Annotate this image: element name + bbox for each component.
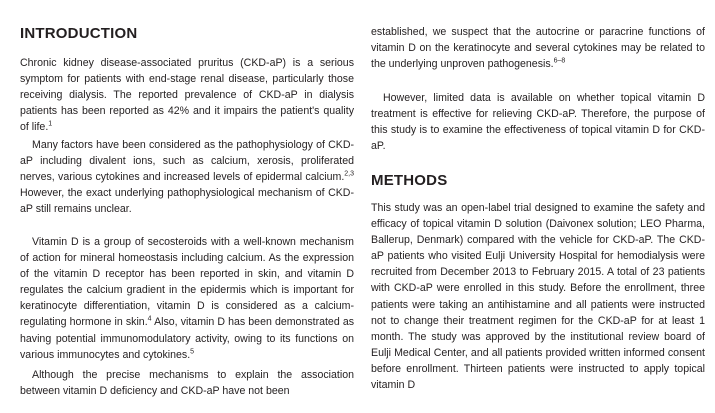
intro-p3-tail: Also, vitamin D has been demonstrated as having potential immunomodulatory activity, owing to its functions on various immunocytes and cytokines. (20, 316, 355, 361)
intro-p5-text: established, we suspect that the autocrine or paracrine functions of vitamin D on the keratinocyte and several cytokines may be related to the underlying unproven pathogenesis. (371, 26, 705, 71)
introduction-heading: INTRODUCTION (20, 25, 138, 42)
intro-p2-tail: However, the exact underlying pathophysiological mechanism of CKD-aP still remains unclear. (20, 187, 354, 216)
intro-paragraph-3 (20, 234, 354, 363)
citation-5: 5 (190, 348, 195, 356)
intro-paragraph-4 (20, 367, 354, 399)
intro-paragraph-1 (20, 55, 354, 135)
intro-p1-text: Chronic kidney disease-associated pruritus (CKD-aP) is a serious symptom for patients with end-stage renal disease, particularly those receiving dialysis. The reported prevalence of CKD-aP in dialysis patients has been reported as 42% and it impairs the patient's quality of life. (20, 57, 354, 134)
citation-2-3: 2,3 (344, 170, 354, 178)
intro-paragraph-6 (371, 90, 705, 154)
intro-p6-text: However, limited data is available on whether topical vitamin D treatment is effective for relieving CKD-aP. Therefore, the purpose of this study is to examine the effectiveness of topical vitamin D for CKD-aP. (371, 92, 705, 153)
citation-6-8: 6–8 (553, 57, 566, 65)
methods-paragraph-1 (371, 200, 705, 393)
intro-paragraph-2 (20, 137, 354, 217)
methods-heading: METHODS (371, 172, 448, 189)
intro-p4-text: Although the precise mechanisms to explain the association between vitamin D deficiency and CKD-aP have not been (20, 369, 354, 398)
intro-paragraph-5 (371, 24, 705, 72)
citation-1: 1 (48, 120, 53, 128)
intro-p2-text: Many factors have been considered as the pathophysiology of CKD-aP including divalent ions, such as calcium, xerosis, proliferated nerves, various cytokines and increased levels of epidermal calcium. (20, 139, 354, 184)
intro-p3-text: Vitamin D is a group of secosteroids with a well-known mechanism of action for mineral homeostasis including calcium. As the expression of the vitamin D receptor has been reported in skin, and vitamin D regulates the calcium gradient in the epidermis which is important for keratinocyte differentiation, vitamin D is considered as a calcium-regulating hormone in skin. (20, 236, 354, 329)
methods-p1-text: This study was an open-label trial designed to examine the safety and efficacy of topical vitamin D solution (Daivonex solution; LEO Pharma, Ballerup, Denmark) compared with the vehicle for CKD-aP. The CKD-aP patients who visited Eulji University Hospital for hemodialysis were recruited from December 2013 to February 2015. A total of 23 patients with CKD-aP were enrolled in this study. Before the enrollment, three patients were taking an antihistamine and all patients were instructed not to change their treatment regimen for the CKD-aP for at least 1 month. The study was approved by the institutional review board of Eulji Medical Center, and all patients provided written informed consent before enrollment. Thirteen patients were instructed to apply topical vitamin D (371, 202, 705, 392)
citation-4: 4 (147, 315, 152, 323)
